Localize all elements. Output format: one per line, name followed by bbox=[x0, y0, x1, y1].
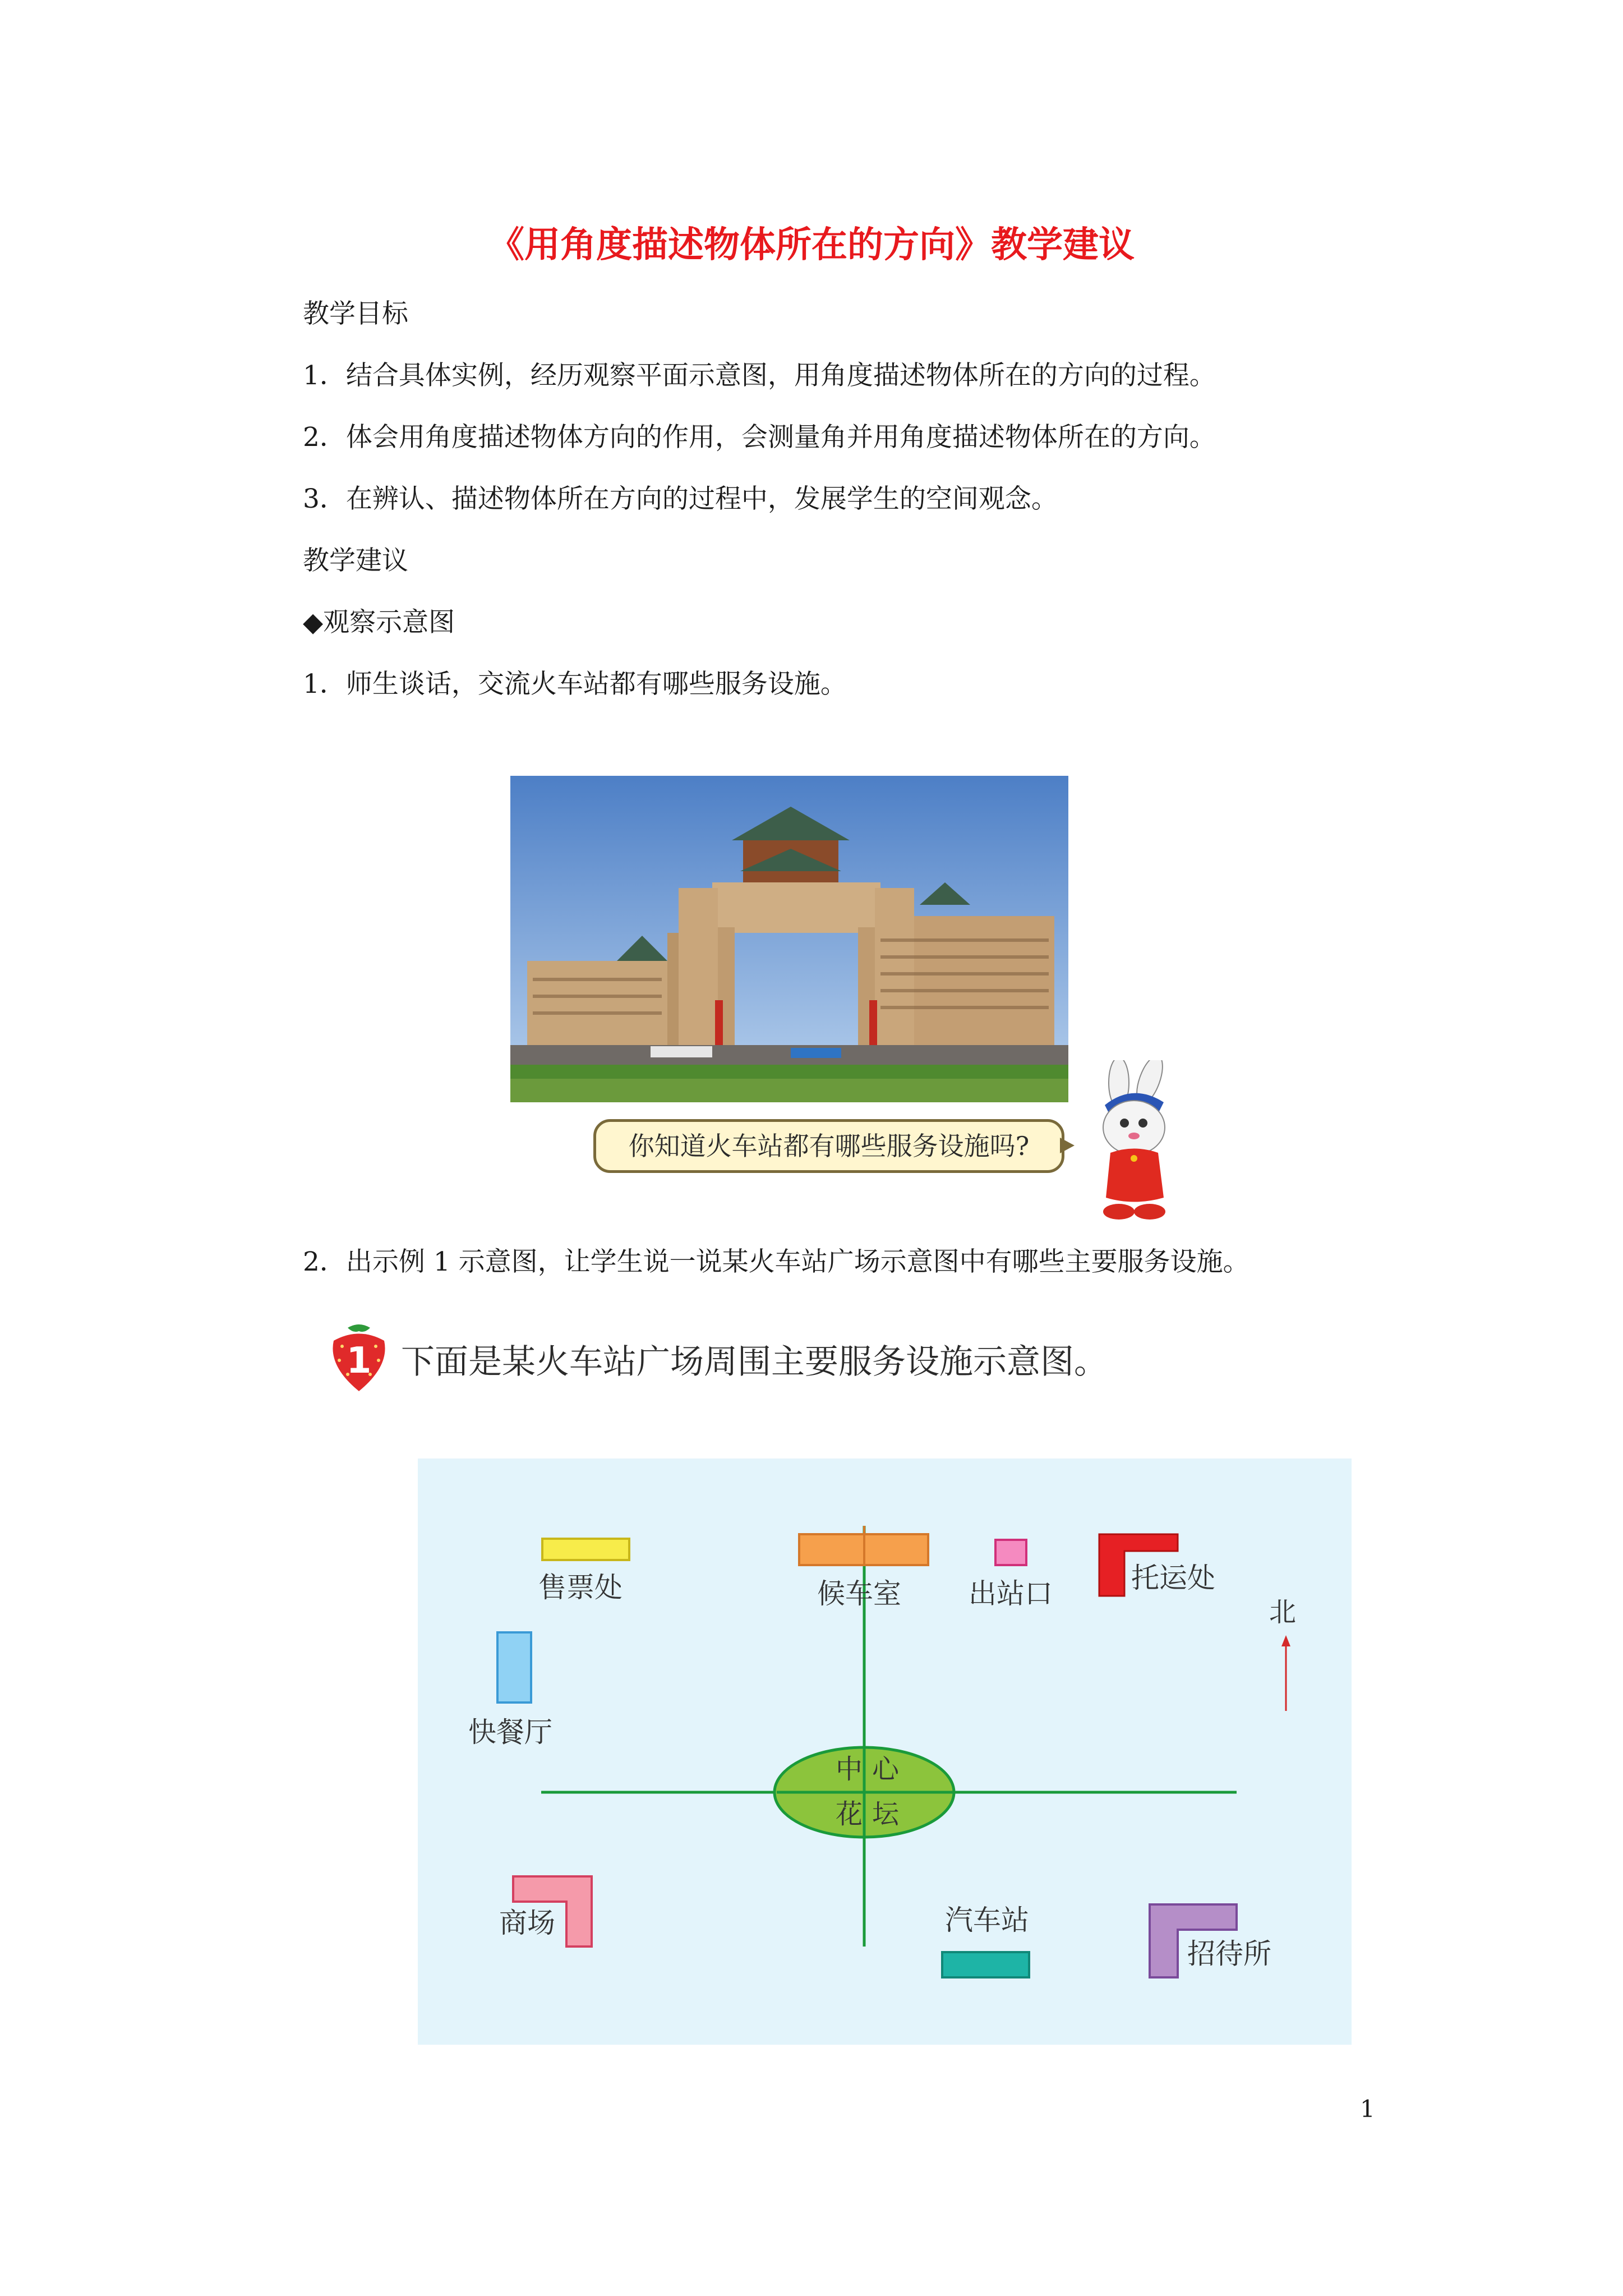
fast-food-marker bbox=[497, 1632, 531, 1703]
goal-item-2: 2．体会用角度描述物体方向的作用，会测量角并用角度描述物体所在的方向。 bbox=[303, 422, 1216, 453]
page-number: 1 bbox=[1360, 2095, 1375, 2123]
bus-station-marker bbox=[942, 1952, 1029, 1977]
baggage-office-label: 托运处 bbox=[1131, 1562, 1215, 1594]
north-label: 北 bbox=[1269, 1596, 1297, 1628]
example-number: 1 bbox=[346, 1340, 372, 1382]
section-heading-goals: 教学目标 bbox=[303, 298, 408, 329]
ticket-office-marker bbox=[542, 1539, 629, 1560]
section-heading-suggestions: 教学建议 bbox=[303, 545, 408, 576]
exit-label: 出站口 bbox=[969, 1577, 1053, 1610]
example-caption: 下面是某火车站广场周围主要服务设施示意图。 bbox=[401, 1342, 1108, 1382]
ticket-office-label: 售票处 bbox=[538, 1571, 623, 1604]
mall-label: 商场 bbox=[499, 1907, 555, 1939]
fast-food-label: 快餐厅 bbox=[468, 1716, 552, 1749]
station-square-map bbox=[418, 1458, 1352, 2045]
bus-station-label: 汽车站 bbox=[945, 1904, 1029, 1936]
document-title: 《用角度描述物体所在的方向》教学建议 bbox=[488, 224, 1135, 266]
center-label-3: 花 bbox=[836, 1798, 863, 1830]
hostel-label: 招待所 bbox=[1187, 1938, 1271, 1970]
center-label-1: 中 bbox=[836, 1754, 863, 1785]
center-label-4: 坛 bbox=[872, 1798, 900, 1830]
center-label-2: 心 bbox=[872, 1754, 900, 1785]
step-1-text: 1．师生谈话，交流火车站都有哪些服务设施。 bbox=[303, 669, 847, 700]
strawberry-number-icon bbox=[325, 1321, 393, 1394]
rabbit-mascot-icon bbox=[1066, 1060, 1211, 1228]
step-2-text: 2．出示例 1 示意图，让学生说一说某火车站广场示意图中有哪些主要服务设施。 bbox=[303, 1246, 1249, 1277]
exit-marker bbox=[995, 1540, 1026, 1565]
waiting-room-label: 候车室 bbox=[817, 1577, 901, 1610]
goal-item-3: 3．在辨认、描述物体所在方向的过程中，发展学生的空间观念。 bbox=[303, 484, 1058, 514]
railway-station-photo bbox=[510, 776, 1068, 1102]
speech-bubble: 你知道火车站都有哪些服务设施吗? bbox=[593, 1119, 1064, 1173]
goal-item-1: 1．结合具体实例，经历观察平面示意图，用角度描述物体所在的方向的过程。 bbox=[303, 360, 1216, 391]
subheading-observe-diagram: ◆观察示意图 bbox=[303, 607, 455, 638]
